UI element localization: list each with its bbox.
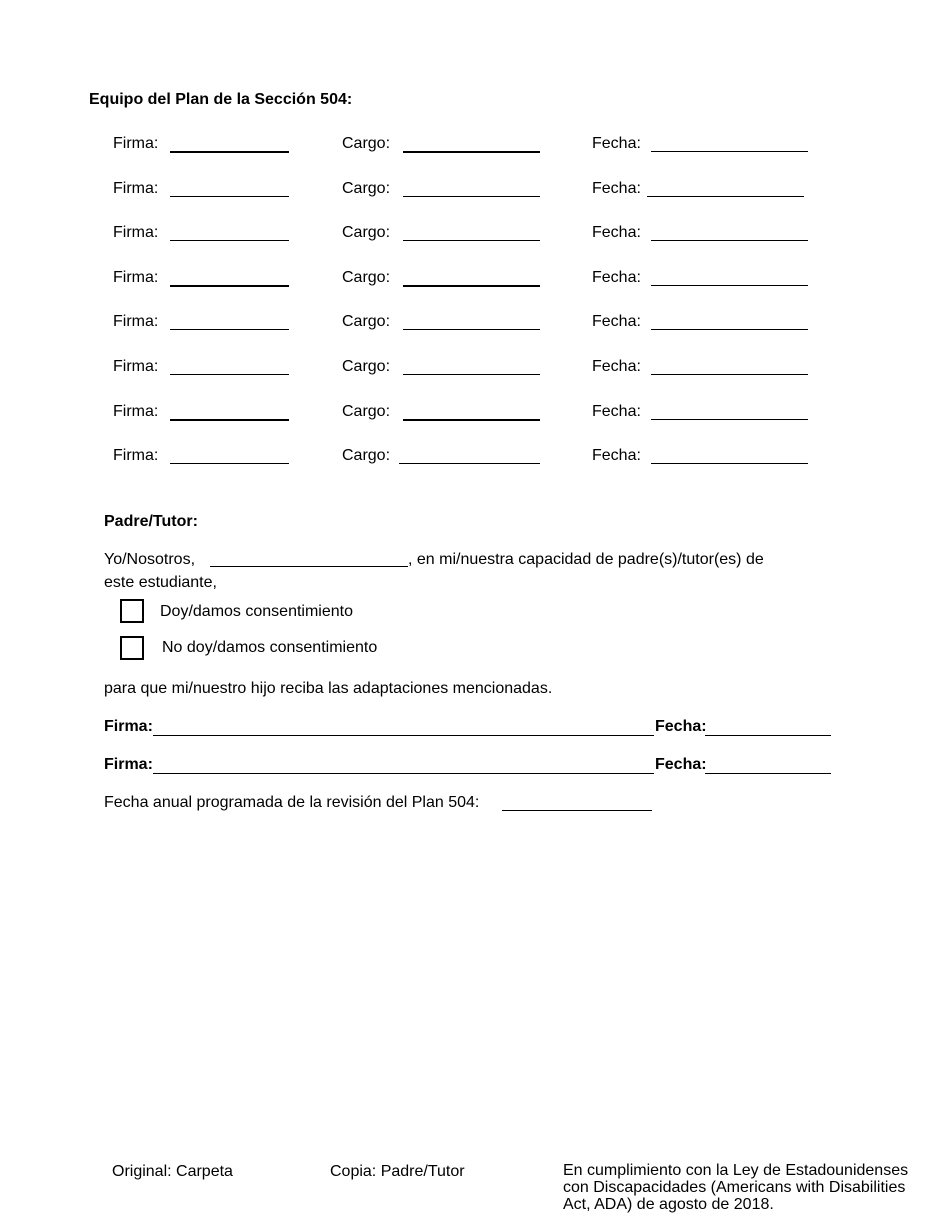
- team-firma-label-4: Firma:: [113, 269, 159, 286]
- team-cargo-label-2: Cargo:: [342, 180, 391, 197]
- team-heading: Equipo del Plan de la Sección 504:: [89, 91, 353, 108]
- parent-firma-label-2: Firma:: [104, 756, 153, 773]
- parent-firma-label-1: Firma:: [104, 718, 153, 735]
- team-cargo-label-3: Cargo:: [342, 224, 391, 241]
- footer-compliance: En cumplimiento con la Ley de Estadounidenses con Discapacidades (Americans with Disabilities Act, ADA) de agosto de 2018.: [563, 1162, 909, 1213]
- purpose-text: para que mi/nuestro hijo reciba las adaptaciones mencionadas.: [104, 680, 553, 697]
- team-firma-field-7[interactable]: [170, 419, 289, 421]
- team-fecha-field-3[interactable]: [651, 240, 808, 241]
- team-firma-field-3[interactable]: [170, 240, 289, 241]
- team-cargo-label-1: Cargo:: [342, 135, 391, 152]
- team-cargo-label-8: Cargo:: [342, 447, 391, 464]
- team-firma-field-4[interactable]: [170, 285, 289, 287]
- consent-label: Doy/damos consentimiento: [160, 603, 353, 620]
- team-fecha-field-5[interactable]: [651, 329, 808, 330]
- team-fecha-field-2[interactable]: [647, 196, 804, 197]
- team-cargo-field-5[interactable]: [403, 329, 540, 330]
- team-firma-field-5[interactable]: [170, 329, 289, 330]
- parent-fecha-field-2[interactable]: [705, 773, 831, 774]
- team-fecha-label-2: Fecha:: [592, 180, 641, 197]
- team-fecha-field-6[interactable]: [651, 374, 808, 375]
- team-firma-label-5: Firma:: [113, 313, 159, 330]
- team-cargo-field-4[interactable]: [403, 285, 540, 287]
- team-fecha-label-7: Fecha:: [592, 403, 641, 420]
- team-cargo-field-7[interactable]: [403, 419, 540, 421]
- team-cargo-field-2[interactable]: [403, 196, 540, 197]
- team-fecha-label-4: Fecha:: [592, 269, 641, 286]
- team-firma-field-8[interactable]: [170, 463, 289, 464]
- team-fecha-label-8: Fecha:: [592, 447, 641, 464]
- parent-firma-field-1[interactable]: [153, 735, 654, 736]
- team-fecha-label-5: Fecha:: [592, 313, 641, 330]
- team-firma-field-1[interactable]: [170, 151, 289, 153]
- team-cargo-label-7: Cargo:: [342, 403, 391, 420]
- no-consent-label: No doy/damos consentimiento: [162, 639, 378, 656]
- parent-fecha-field-1[interactable]: [705, 735, 831, 736]
- team-firma-label-6: Firma:: [113, 358, 159, 375]
- parent-heading: Padre/Tutor:: [104, 513, 198, 530]
- footer-copy: Copia: Padre/Tutor: [330, 1163, 465, 1180]
- team-fecha-field-8[interactable]: [651, 463, 808, 464]
- team-fecha-field-4[interactable]: [651, 285, 808, 286]
- team-firma-label-2: Firma:: [113, 180, 159, 197]
- team-cargo-field-1[interactable]: [403, 151, 540, 153]
- parent-firma-field-2[interactable]: [153, 773, 654, 774]
- no-consent-checkbox[interactable]: [120, 636, 144, 660]
- review-date-field[interactable]: [502, 810, 652, 811]
- team-cargo-label-6: Cargo:: [342, 358, 391, 375]
- team-cargo-field-6[interactable]: [403, 374, 540, 375]
- team-fecha-field-1[interactable]: [651, 151, 808, 152]
- team-firma-label-3: Firma:: [113, 224, 159, 241]
- parent-name-field[interactable]: [210, 566, 408, 567]
- team-firma-label-7: Firma:: [113, 403, 159, 420]
- team-firma-field-2[interactable]: [170, 196, 289, 197]
- consent-checkbox[interactable]: [120, 599, 144, 623]
- statement-start: Yo/Nosotros,: [104, 551, 196, 568]
- team-fecha-field-7[interactable]: [651, 419, 808, 420]
- team-fecha-label-3: Fecha:: [592, 224, 641, 241]
- review-label: Fecha anual programada de la revisión del Plan 504:: [104, 794, 480, 811]
- statement-line2: este estudiante,: [104, 574, 217, 591]
- team-cargo-field-8[interactable]: [399, 463, 540, 464]
- footer-original: Original: Carpeta: [112, 1163, 233, 1180]
- statement-end: , en mi/nuestra capacidad de padre(s)/tutor(es) de: [408, 551, 764, 568]
- team-firma-field-6[interactable]: [170, 374, 289, 375]
- team-fecha-label-6: Fecha:: [592, 358, 641, 375]
- team-firma-label-8: Firma:: [113, 447, 159, 464]
- parent-fecha-label-1: Fecha:: [655, 718, 707, 735]
- parent-fecha-label-2: Fecha:: [655, 756, 707, 773]
- team-cargo-label-4: Cargo:: [342, 269, 391, 286]
- team-cargo-label-5: Cargo:: [342, 313, 391, 330]
- team-firma-label-1: Firma:: [113, 135, 159, 152]
- team-cargo-field-3[interactable]: [403, 240, 540, 241]
- team-fecha-label-1: Fecha:: [592, 135, 641, 152]
